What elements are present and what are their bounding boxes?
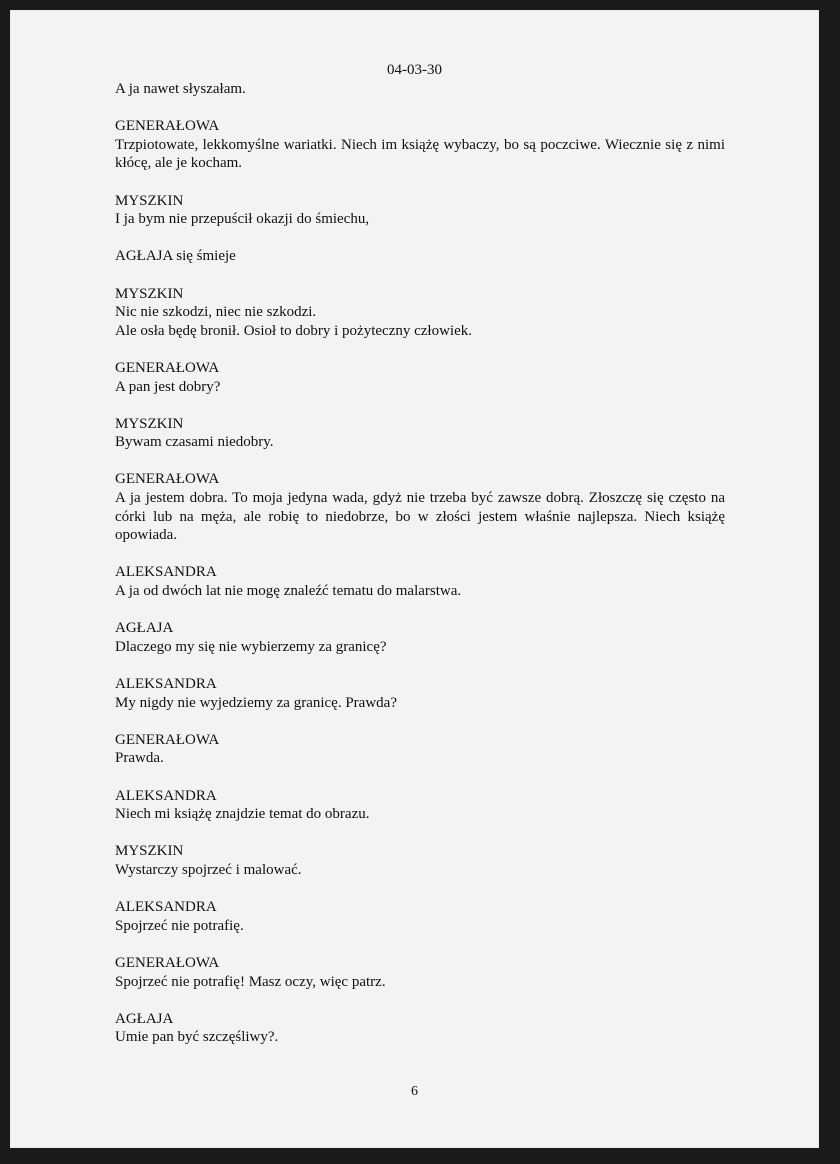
dialogue-line: Prawda. bbox=[115, 750, 164, 767]
speaker-name: ALEKSANDRA bbox=[115, 787, 217, 804]
dialogue-block bbox=[115, 954, 725, 991]
dialogue-line: A ja nawet słyszałam. bbox=[115, 81, 246, 97]
dialogue-line: Spojrzeć nie potrafię! Masz oczy, więc patrz. bbox=[115, 973, 386, 990]
speaker-name: GENERAŁOWA bbox=[115, 731, 220, 748]
speaker-name: AGŁAJA bbox=[115, 620, 174, 637]
speaker-name: MYSZKIN bbox=[115, 843, 184, 860]
speaker-name: MYSZKIN bbox=[115, 285, 184, 302]
dialogue-block bbox=[115, 675, 725, 712]
header-date: 04-03-30 bbox=[387, 62, 442, 78]
document-page bbox=[10, 10, 819, 1148]
dialogue-line: Wystarczy spojrzeć i malować. bbox=[115, 861, 302, 878]
dialogue-line: AGŁAJA się śmieje bbox=[115, 248, 236, 265]
dialogue-line: A ja od dwóch lat nie mogę znaleźć tematu do malarstwa. bbox=[115, 583, 462, 600]
speaker-name: GENERAŁOWA bbox=[115, 471, 220, 488]
dialogue-line: Bywam czasami niedobry. bbox=[115, 434, 274, 451]
dialogue-line: Dlaczego my się nie wybierzemy za granicę? bbox=[115, 638, 387, 655]
script-content bbox=[115, 80, 725, 1065]
speaker-name: ALEKSANDRA bbox=[115, 564, 217, 581]
dialogue-block bbox=[115, 1010, 725, 1047]
dialogue-block bbox=[115, 359, 725, 396]
dialogue-block bbox=[115, 898, 725, 935]
speaker-name: AGŁAJA bbox=[115, 1010, 174, 1027]
dialogue-block bbox=[115, 247, 725, 266]
dialogue-line: Spojrzeć nie potrafię. bbox=[115, 917, 244, 934]
dialogue-line: Trzpiotowate, lekkomyślne wariatki. Niech im książę wybaczy, bo są poczciwe. Wiecznie się z nimi kłócę, ale je kocham. bbox=[115, 136, 725, 172]
dialogue-block bbox=[115, 619, 725, 656]
dialogue-block bbox=[115, 842, 725, 879]
dialogue-line: I ja bym nie przepuścił okazji do śmiechu, bbox=[115, 211, 370, 228]
dialogue-block bbox=[115, 787, 725, 824]
dialogue-line: A pan jest dobry? bbox=[115, 378, 221, 395]
dialogue-line: Nic nie szkodzi, niec nie szkodzi. bbox=[115, 304, 317, 321]
dialogue-block bbox=[115, 285, 725, 341]
dialogue-block bbox=[115, 80, 725, 99]
speaker-name: GENERAŁOWA bbox=[115, 954, 220, 971]
dialogue-line: Ale osła będę bronił. Osioł to dobry i pożyteczny człowiek. bbox=[115, 322, 472, 339]
dialogue-block bbox=[115, 192, 725, 229]
speaker-name: ALEKSANDRA bbox=[115, 676, 217, 692]
dialogue-line: Umie pan być szczęśliwy?. bbox=[115, 1029, 279, 1046]
speaker-name: GENERAŁOWA bbox=[115, 118, 220, 135]
speaker-name: MYSZKIN bbox=[115, 415, 184, 432]
speaker-name: MYSZKIN bbox=[115, 192, 184, 209]
page-number: 6 bbox=[411, 1084, 418, 1099]
dialogue-block bbox=[115, 415, 725, 452]
dialogue-block bbox=[115, 470, 725, 544]
dialogue-line: My nigdy nie wyjedziemy za granicę. Prawda? bbox=[115, 694, 397, 711]
dialogue-line: A ja jestem dobra. To moja jedyna wada, gdyż nie trzeba być zawsze dobrą. Złoszczę się często na córki lub na męża, ale robię to niedobrze, bo w złości jestem właśnie najlepsza. Niech książę opowiada. bbox=[115, 490, 725, 544]
dialogue-block bbox=[115, 117, 725, 173]
speaker-name: ALEKSANDRA bbox=[115, 899, 217, 916]
dialogue-block bbox=[115, 731, 725, 768]
dialogue-line: Niech mi książę znajdzie temat do obrazu. bbox=[115, 806, 370, 823]
speaker-name: GENERAŁOWA bbox=[115, 359, 220, 376]
dialogue-block bbox=[115, 563, 725, 600]
